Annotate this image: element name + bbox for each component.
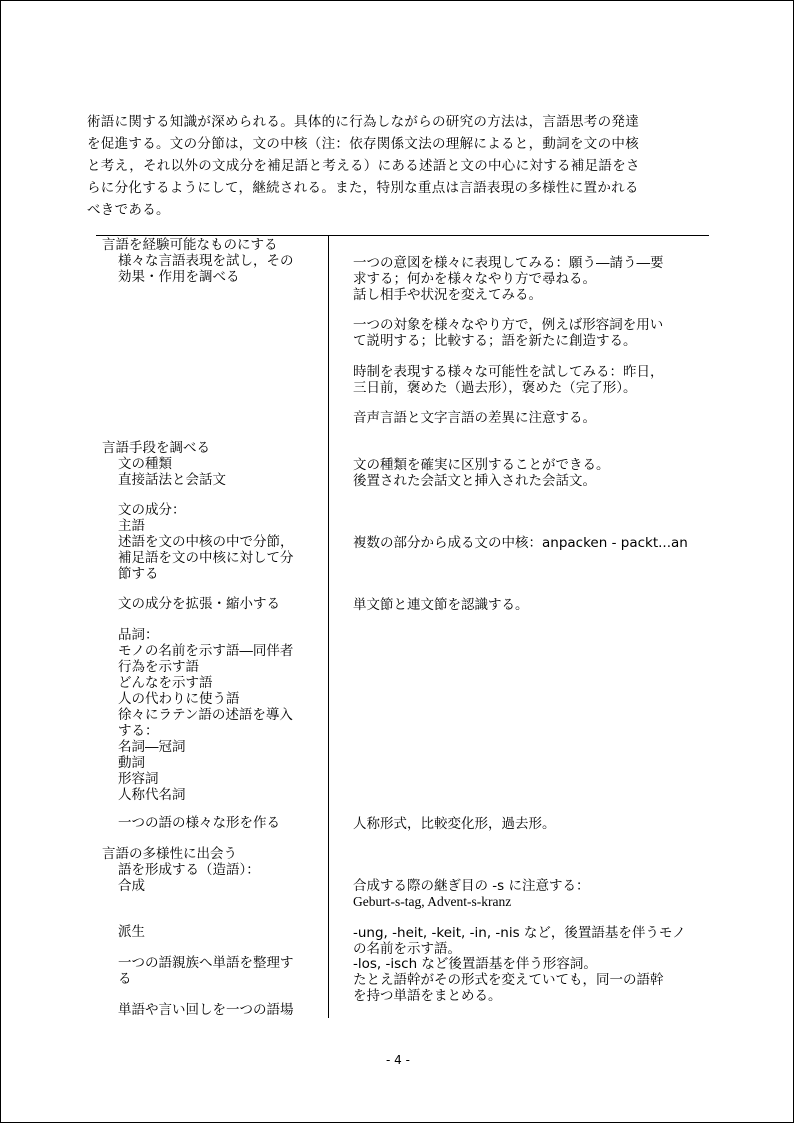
table-top-rule [96, 235, 709, 236]
right-item: 文の種類を確実に区別することができる。 [353, 457, 610, 473]
intro-paragraph [87, 111, 717, 221]
left-heading: 言語手段を調べる [102, 440, 210, 456]
left-item: 文の種類 [118, 456, 172, 472]
left-item: 行為を示す語 [118, 659, 199, 675]
left-item: 形容詞 [118, 771, 159, 787]
left-heading: 言語の多様性に出会う [102, 846, 237, 862]
left-item: 一つの語の様々な形を作る [118, 815, 280, 831]
right-item: の名前を示す語。 [353, 941, 461, 957]
intro-line: と考え，それ以外の文成分を補足語と考える）にある述語と文の中心に対する補足語をさ [87, 158, 640, 174]
intro-line: を促進する。文の分節は，文の中核（注：依存関係文法の理解によると，動詞を文の中核 [87, 136, 639, 152]
left-item: 述語を文の中核の中で分節， [118, 534, 294, 550]
right-item: -los, -isch など後置語基を伴う形容詞。 [353, 956, 597, 972]
left-item: 品詞： [118, 627, 159, 643]
page-number: - 4 - [386, 1053, 410, 1067]
left-item: モノの名前を示す語―同伴者 [118, 643, 294, 659]
left-item: 単語や言い回しを一つの語場 [118, 1002, 294, 1018]
right-item: 人称形式，比較変化形，過去形。 [353, 816, 556, 832]
left-item: 補足語を文の中核に対して分 [118, 550, 294, 566]
right-item: て説明する；比較する；語を新たに創造する。 [353, 333, 637, 349]
right-item: -ung, -heit, -keit, -in, -nis など，後置語基を伴うモノ [353, 925, 686, 941]
left-item: 文の成分： [118, 502, 186, 518]
right-item: Geburt-s-tag, Advent-s-kranz [353, 894, 512, 909]
left-item: 動詞 [118, 755, 145, 771]
right-item: 複数の部分から成る文の中核：anpacken - packt...an [353, 535, 688, 551]
left-item: 直接話法と会話文 [118, 472, 226, 488]
left-item: 派生 [118, 924, 145, 940]
right-item: 後置された会話文と挿入された会話文。 [353, 473, 596, 489]
left-item: 語を形成する（造語）： [118, 862, 260, 878]
right-item: 三日前，褒めた（過去形），褒めた（完了形）。 [353, 380, 637, 396]
left-item: 節する [118, 566, 159, 582]
left-item: どんなを示す語 [118, 675, 213, 691]
left-item: 文の成分を拡張・縮小する [118, 596, 280, 612]
intro-line: 術語に関する知識が深められる。具体的に行為しながらの研究の方法は，言語思考の発達 [87, 114, 639, 130]
intro-line: らに分化するようにして，継続される。また，特別な重点は言語表現の多様性に置かれる [87, 180, 639, 196]
left-item: 名詞―冠詞 [118, 739, 186, 755]
left-item: 徐々にラテン語の述語を導入 [118, 707, 293, 723]
left-item: 一つの語親族へ単語を整理す [118, 955, 294, 971]
right-item: 一つの対象を様々なやり方で，例えば形容詞を用い [353, 317, 664, 333]
intro-line: べきである。 [87, 202, 170, 218]
left-item: 効果・作用を調べる [118, 269, 240, 285]
right-item: 単文節と連文節を認識する。 [353, 597, 529, 613]
left-heading: 言語を経験可能なものにする [102, 237, 278, 253]
right-item: 求する；何かを様々なやり方で尋ねる。 [353, 271, 596, 287]
left-item: 人称代名詞 [118, 787, 186, 803]
right-item: 音声言語と文字言語の差異に注意する。 [353, 410, 596, 426]
left-item: る [118, 971, 132, 987]
right-item: 合成する際の継ぎ目の -s に注意する： [353, 878, 590, 894]
right-item: を持つ単語をまとめる。 [353, 988, 502, 1004]
left-item: 人の代わりに使う語 [118, 691, 240, 707]
table-column-divider [328, 236, 329, 1018]
right-item: 話し相手や状況を変えてみる。 [353, 287, 542, 303]
left-item: 様々な言語表現を試し，その [118, 253, 294, 269]
left-item: 合成 [118, 878, 145, 894]
right-item: 一つの意図を様々に表現してみる：願う―請う―要 [353, 255, 664, 271]
left-item: する： [118, 723, 159, 739]
right-item: たとえ語幹がその形式を変えていても，同一の語幹 [353, 972, 664, 988]
left-item: 主語 [118, 518, 145, 534]
right-item: 時制を表現する様々な可能性を試してみる：昨日， [353, 364, 664, 380]
